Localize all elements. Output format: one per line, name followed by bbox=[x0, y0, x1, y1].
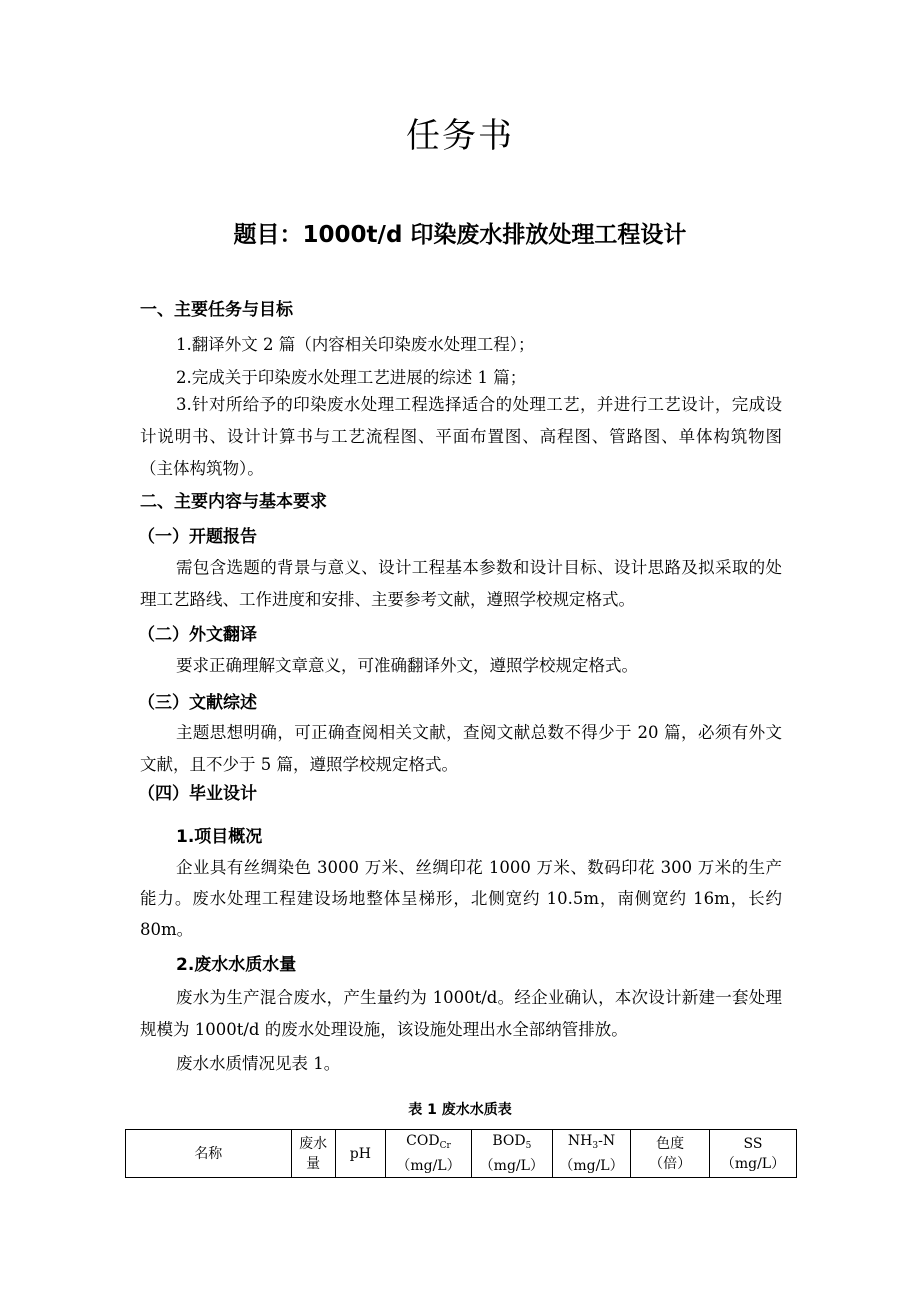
header-ph: pH bbox=[335, 1130, 385, 1178]
header-cod: $COD_{Cr}$ （mg/L） bbox=[385, 1130, 471, 1178]
table-header-row bbox=[126, 1130, 797, 1178]
task-item-1: 1.翻译外文 2 篇（内容相关印染废水处理工程）； bbox=[176, 335, 535, 354]
document-title: 任务书 bbox=[406, 116, 514, 156]
review-text: 主题思想明确，可正确查阅相关文献，查阅文献总数不得少于 20 篇，必须有外文文献，且不少于 5 篇，遵照学校规定格式。 bbox=[140, 723, 782, 774]
subsection-heading-translation: （二）外文翻译 bbox=[138, 625, 257, 645]
subsection-heading-proposal: （一）开题报告 bbox=[138, 527, 257, 547]
section-heading-content: 二、主要内容与基本要求 bbox=[140, 492, 327, 512]
table-reference-text: 废水水质情况见表 1。 bbox=[176, 1054, 341, 1073]
proposal-text: 需包含选题的背景与意义、设计工程基本参数和设计目标、设计思路及拟采取的处理工艺路线、工作进度和安排、主要参考文献，遵照学校规定格式。 bbox=[140, 558, 782, 609]
water-quality-table bbox=[125, 1129, 797, 1178]
header-ammonia: $NH_3-N$ （mg/L） bbox=[552, 1130, 631, 1178]
subsection-heading-review: （三）文献综述 bbox=[138, 693, 257, 713]
wastewater-heading: 2.废水水质水量 bbox=[176, 955, 297, 975]
task-item-3: 3.针对所给予的印染废水处理工程选择适合的处理工艺，并进行工艺设计，完成设计说明书、设计计算书与工艺流程图、平面布置图、高程图、管路图、单体构筑物图（主体构筑物）。 bbox=[140, 395, 782, 478]
header-name: 名称 bbox=[126, 1130, 292, 1178]
translation-text: 要求正确理解文章意义，可准确翻译外文，遵照学校规定格式。 bbox=[176, 656, 638, 675]
project-subject: 题目：1000t/d 印染废水排放处理工程设计 bbox=[233, 222, 687, 248]
header-ss: SS （mg/L） bbox=[709, 1130, 796, 1178]
task-item-2: 2.完成关于印染废水处理工艺进展的综述 1 篇； bbox=[176, 368, 527, 387]
table-caption: 表 1 废水水质表 bbox=[408, 1102, 512, 1118]
wastewater-text: 废水为生产混合废水，产生量约为 1000t/d。经企业确认，本次设计新建一套处理规模为 1000t/d 的废水处理设施，该设施处理出水全部纳管排放。 bbox=[140, 988, 782, 1039]
header-color: 色度 （倍） bbox=[631, 1130, 710, 1178]
project-overview-heading: 1.项目概况 bbox=[176, 827, 263, 847]
project-overview-text: 企业具有丝绸染色 3000 万米、丝绸印花 1000 万米、数码印花 300 万米的生产能力。废水处理工程建设场地整体呈梯形，北侧宽约 10.5m，南侧宽约 16m，长约 80m。 bbox=[140, 858, 782, 939]
header-bod: $BOD_5$ （mg/L） bbox=[471, 1130, 552, 1178]
header-flow: 废水 量 bbox=[291, 1130, 335, 1178]
section-heading-tasks: 一、主要任务与目标 bbox=[140, 300, 293, 320]
subsection-heading-design: （四）毕业设计 bbox=[138, 784, 257, 804]
